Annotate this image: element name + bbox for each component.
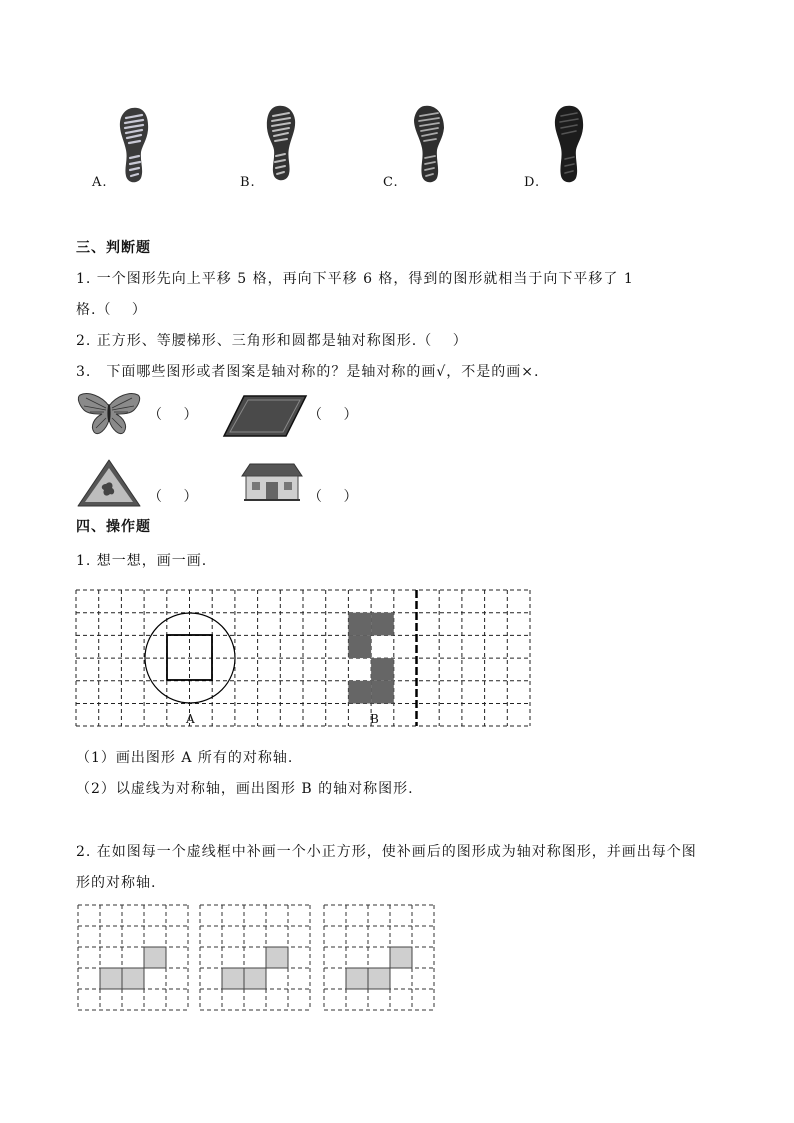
shoe-sole-a-icon [118,106,150,184]
butterfly-answer-blank[interactable]: （ ） [148,407,199,423]
shoe-sole-d-icon [552,104,586,186]
house-answer-blank[interactable]: （ ） [308,489,359,505]
question4-1: 1. 想一想，画一画. [76,553,208,569]
choice-b-label: B. [240,175,256,190]
question3-1-line2: 格.（ ） [76,302,147,318]
section4-title: 四、操作题 [76,519,151,535]
warning-triangle-icon [76,458,142,508]
question4-2-line2: 形的对称轴. [76,875,157,891]
figure-b-label: B [370,712,380,726]
question3-1-line1: 1. 一个图形先向上平移 5 格，再向下平移 6 格，得到的图形就相当于向下平移了 1 [76,271,634,287]
butterfly-icon [76,392,142,438]
small-grid-1[interactable] [78,905,190,1011]
question3-3: 3. 下面哪些图形或者图案是轴对称的？是轴对称的画√，不是的画×. [76,364,540,380]
choice-a-label: A. [92,175,108,190]
small-grid-3[interactable] [324,905,436,1011]
shoe-sole-c-icon [412,104,446,186]
parallelogram-icon [222,394,308,438]
question4-1-sub2: （2）以虚线为对称轴，画出图形 B 的轴对称图形. [76,781,414,797]
house-icon [240,462,304,502]
shoe-sole-b-icon [265,104,297,184]
question3-2: 2. 正方形、等腰梯形、三角形和圆都是轴对称图形.（ ） [76,333,468,349]
small-grid-2[interactable] [200,905,312,1011]
question4-2-line1: 2. 在如图每一个虚线框中补画一个小正方形，使补画后的图形成为轴对称图形，并画出每个图 [76,844,697,860]
question4-1-sub1: （1）画出图形 A 所有的对称轴. [76,750,294,766]
choice-c-label: C. [383,175,399,190]
parallelogram-answer-blank[interactable]: （ ） [308,407,359,423]
triangle-answer-blank[interactable]: （ ） [148,489,199,505]
figure-a-label: A [186,712,196,726]
section3-title: 三、判断题 [76,240,151,256]
choice-d-label: D. [524,175,541,190]
symmetry-grid[interactable] [76,590,532,728]
